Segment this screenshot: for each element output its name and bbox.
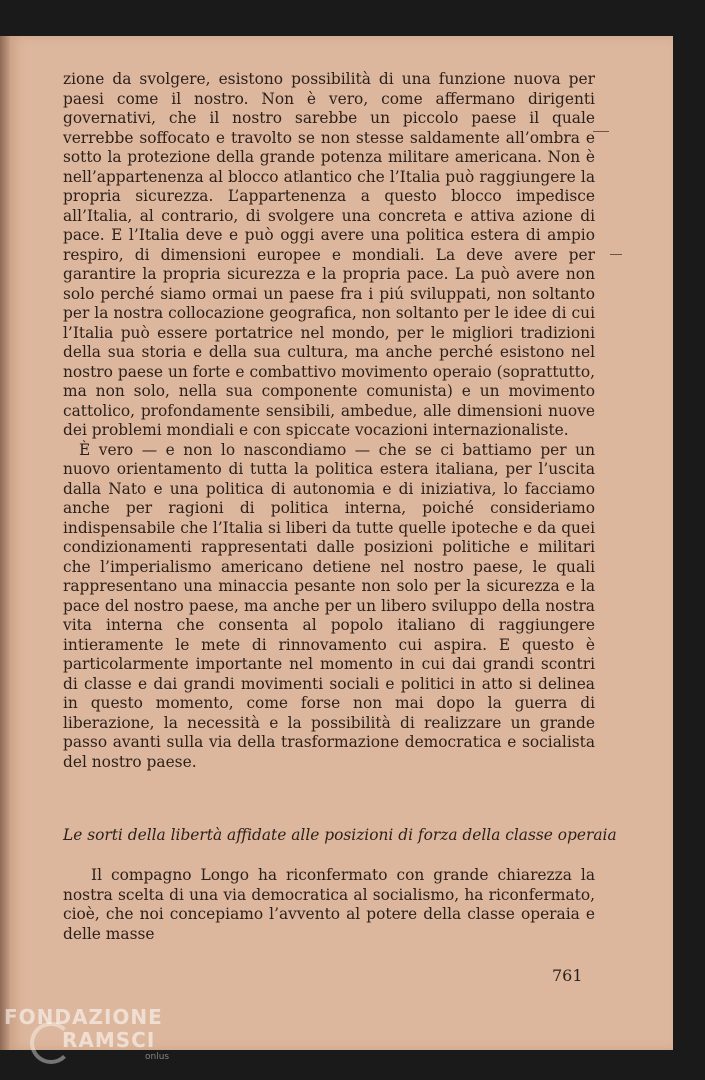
watermark-line1: FONDAZIONE: [4, 1005, 163, 1029]
section-heading: Le sorti della libertà affidate alle posizioni di forza della classe operaia: [63, 826, 617, 844]
page-edge: [0, 36, 10, 1050]
paragraph: zione da svolgere, esistono possibilità di una funzione nuova per paesi come il nostro. Non è vero, come affermano dirigenti governativi, che il nostro sarebbe un piccolo paese il quale verrebbe soffocato e travolto se non stesse saldamente all’ombra e sotto la protezione della grande potenza militare americana. Non è nell’appartenenza al blocco atlantico che l’Italia può raggiungere la propria sicurezza. L’appartenenza a questo blocco impedisce all’Italia, al contrario, di svolgere una concreta e attiva azione di pace. E l’Italia deve e può oggi avere una politica estera di ampio respiro, di dimensioni europee e mondiali. La deve avere per garantire la propria sicurezza e la propria pace. La può avere non solo perché siamo ormai un paese fra i piú sviluppati, non soltanto per la nostra collocazione geografica, non soltanto per le idee di cui l’Italia può essere portatrice nel mondo, per le migliori tradizioni della sua storia e della sua cultura, ma anche perché esistono nel nostro paese un forte e combattivo movimento operaio (soprattutto, ma non solo, nella sua componente comunista) e un movimento cattolico, profondamente sensibili, ambedue, alle dimensioni nuove dei problemi mondiali e con spiccate vocazioni internazionaliste.: [63, 70, 595, 439]
paragraph: Il compagno Longo ha riconfermato con grande chiarezza la nostra scelta di una via democratica al socialismo, ha riconfermato, cioè, che noi concepiamo l’avvento al potere della classe operaia e delle masse: [63, 866, 595, 943]
body-text-continued: [63, 866, 595, 944]
watermark-suffix: onlus: [145, 1052, 170, 1062]
paragraph: È vero — e non lo nascondiamo — che se ci battiamo per un nuovo orientamento di tutta la politica estera italiana, per l’uscita dalla Nato e una politica di autonomia e di iniziativa, lo facciamo anche per ragioni di politica interna, poiché consideriamo indispensabile che l’Italia si liberi da tutte quelle ipoteche e da quei condizionamenti rappresentati dalle posizioni politiche e militari che l’imperialismo americano detiene nel nostro paese, le quali rappresentano una minaccia pesante non solo per la sicurezza e la pace del nostro paese, ma anche per un libero sviluppo della nostra vita interna che consenta al popolo italiano di raggiungere intieramente le mete di rinnovamento cui aspira. E questo è particolarmente importante nel momento in cui dai grandi scontri di classe e dai grandi movimenti sociali e politici in atto si delinea in questo momento, come forse non mai dopo la guerra di liberazione, la necessità e la possibilità di realizzare un grande passo avanti sulla via della trasformazione democratica e socialista del nostro paese.: [63, 440, 595, 771]
watermark-logo: [0, 1000, 200, 1080]
margin-mark: [593, 131, 609, 132]
page-number: 761: [552, 966, 583, 985]
margin-mark: [610, 254, 622, 255]
body-text: [63, 70, 595, 772]
watermark-line2: RAMSCI: [62, 1028, 156, 1052]
